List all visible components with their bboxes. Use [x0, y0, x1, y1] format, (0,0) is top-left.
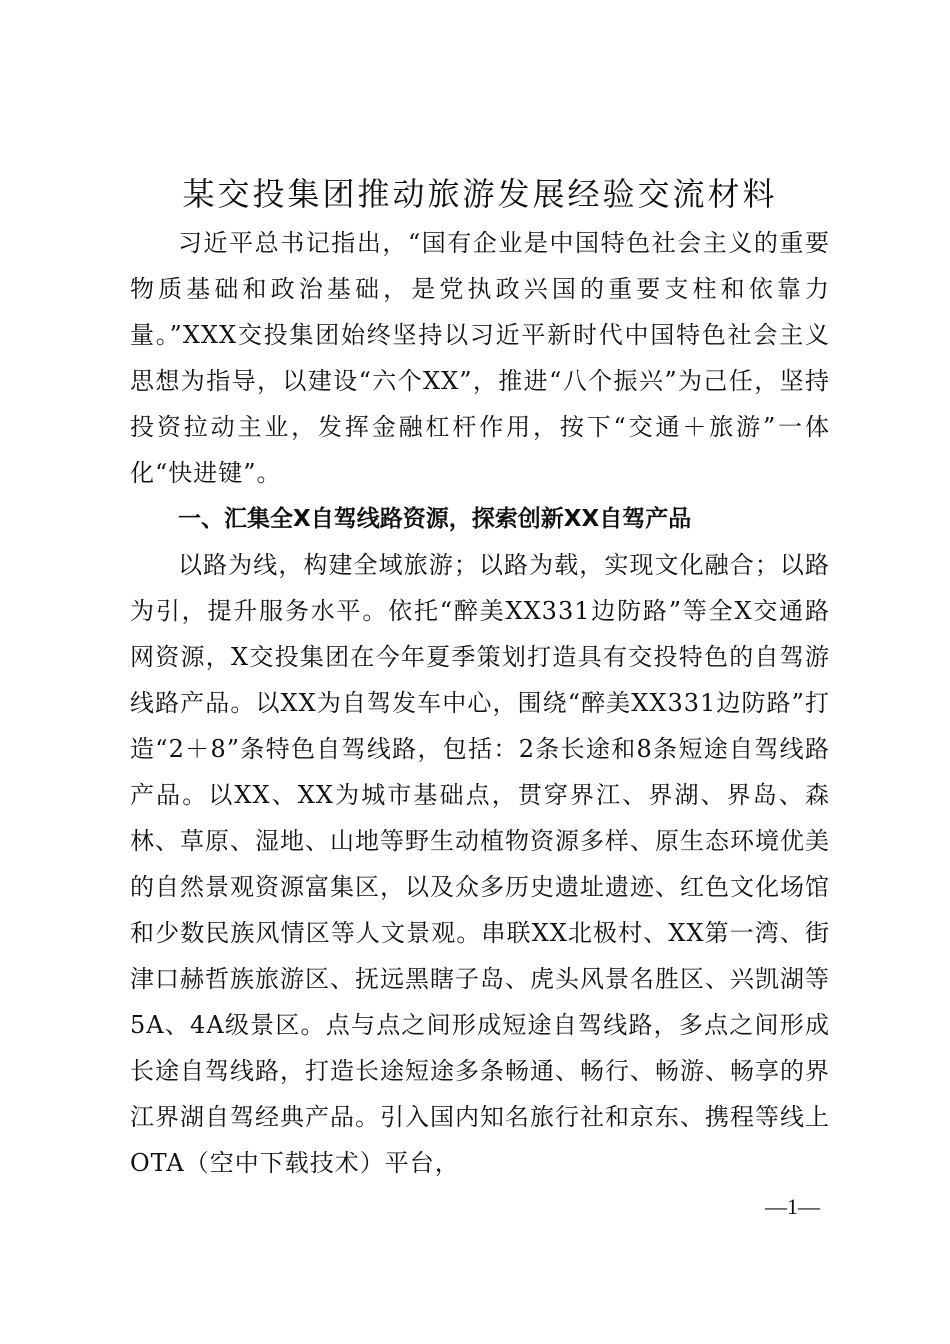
document-title: 某交投集团推动旅游发展经验交流材料 — [182, 175, 778, 213]
page-number: —1— — [765, 1194, 820, 1219]
intro-paragraph: 习近平总书记指出，“国有企业是中国特色社会主义的重要物质基础和政治基础，是党执政兴国的重要支柱和依靠力量。”XXX交投集团始终坚持以习近平新时代中国特色社会主义思想为指导，以建设“六个XX”，推进“八个振兴”为己任，坚持投资拉动主业，发挥金融杠杆作用，按下“交通＋旅游”一体化“快进键”。 — [130, 229, 830, 487]
section-1-paragraph: 以路为线，构建全域旅游；以路为载，实现文化融合；以路为引，提升服务水平。依托“醉美XX331边防路”等全X交通路网资源，X交投集团在今年夏季策划打造具有交投特色的自驾游线路产品。以XX为自驾发车中心，围绕“醉美XX331边防路”打造“2＋8”条特色自驾线路，包括：2条长途和8条短途自驾线路产品。以XX、XX为城市基础点，贯穿界江、界湖、界岛、森林、草原、湿地、山地等野生动植物资源多样、原生态环境优美的自然景观资源富集区，以及众多历史遗址遗迹、红色文化场馆和少数民族风情区等人文景观。串联XX北极村、XX第一湾、街津口赫哲族旅游区、抚远黑瞎子岛、虎头风景名胜区、兴凯湖等5A、4A级景区。点与点之间形成短途自驾线路，多点之间形成长途自驾线路，打造长途短途多条畅通、畅行、畅游、畅享的界江界湖自驾经典产品。引入国内知名旅行社和京东、携程等线上OTA（空中下载技术）平台， — [130, 551, 830, 1177]
section-heading-1: 一、汇集全X自驾线路资源，探索创新XX自驾产品 — [178, 506, 692, 532]
